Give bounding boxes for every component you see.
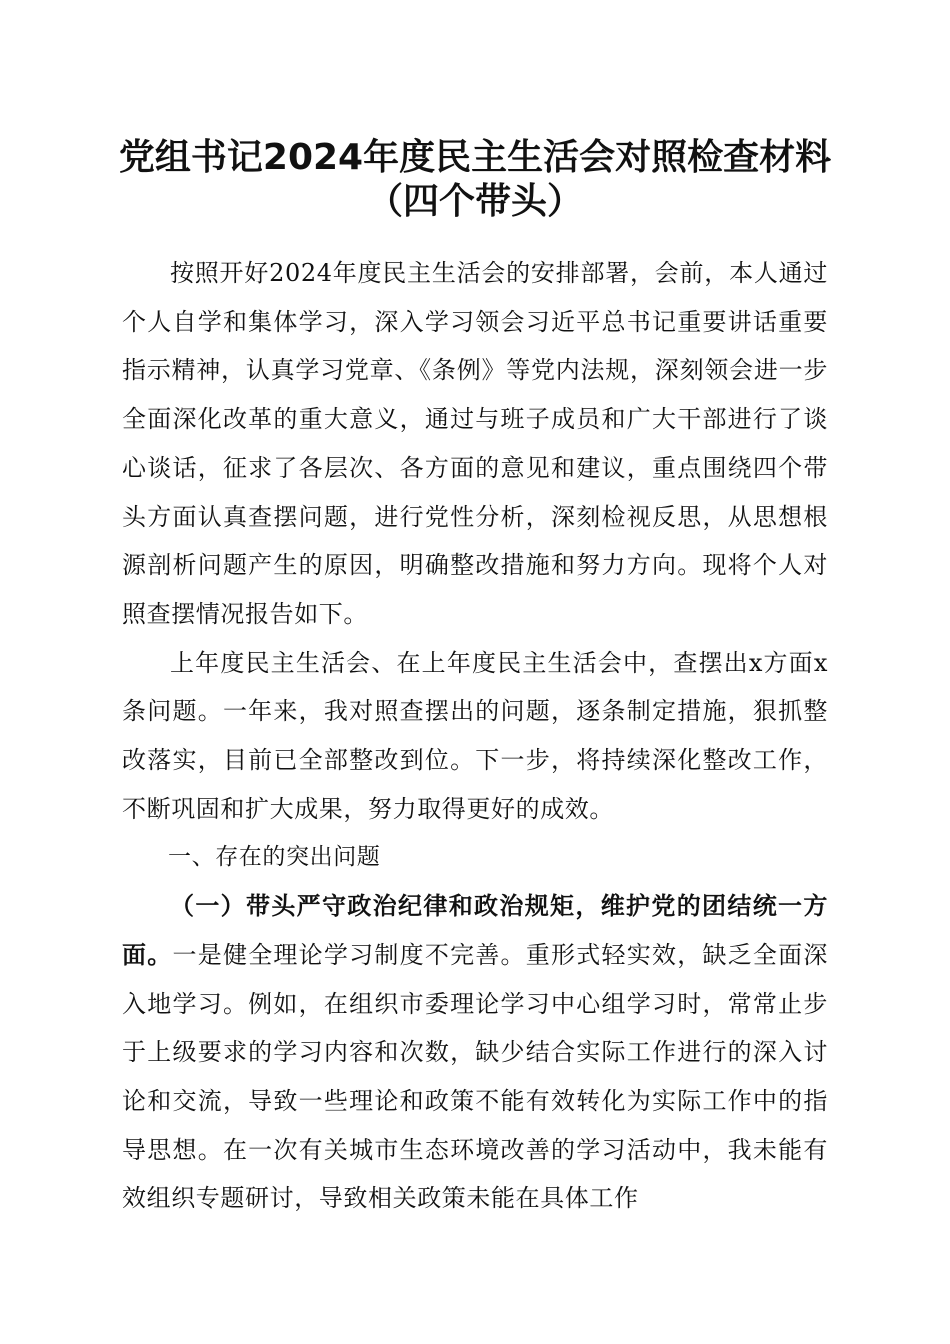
section-heading: 一、存在的突出问题: [168, 844, 381, 871]
section-paragraph: [122, 882, 828, 1223]
intro-paragraph: 按照开好2024年度民主生活会的安排部署，会前，本人通过个人自学和集体学习，深入学习领会习近平总书记重要讲话重要指示精神，认真学习党章、《条例》等党内法规，深刻领会进一步全面深化改革的重大意义，通过与班子成员和广大干部进行了谈心谈话，征求了各层次、各方面的意见和建议，重点围绕四个带头方面认真查摆问题，进行党性分析，深刻检视反思，从思想根源剖析问题产生的原因，明确整改措施和努力方向。现将个人对照查摆情况报告如下。: [122, 259, 828, 628]
previous-review-paragraph: 上年度民主生活会、在上年度民主生活会中，查摆出x方面x条问题。一年来，我对照查摆出的问题，逐条制定措施，狠抓整改落实，目前已全部整改到位。下一步，将持续深化整改工作，不断巩固和扩大成果，努力取得更好的成效。: [122, 648, 828, 823]
document-title-line-1: 党组书记2024年度民主生活会对照检查材料: [118, 137, 832, 178]
subsection-heading: （一）带头严守政治纪律和政治规矩，维护党的团结统一方面。: [122, 891, 828, 969]
document-body: [122, 249, 828, 1223]
document-title-line-2: （四个带头）: [366, 181, 583, 222]
subsection-text: 一是健全理论学习制度不完善。重形式轻实效，缺乏全面深入地学习。例如，在组织市委理论学习中心组学习时，常常止步于上级要求的学习内容和次数，缺少结合实际工作进行的深入讨论和交流，导致一些理论和政策不能有效转化为实际工作中的指导思想。在一次有关城市生态环境改善的学习活动中，我未能有效组织专题研讨，导致相关政策未能在具体工作: [122, 940, 828, 1213]
